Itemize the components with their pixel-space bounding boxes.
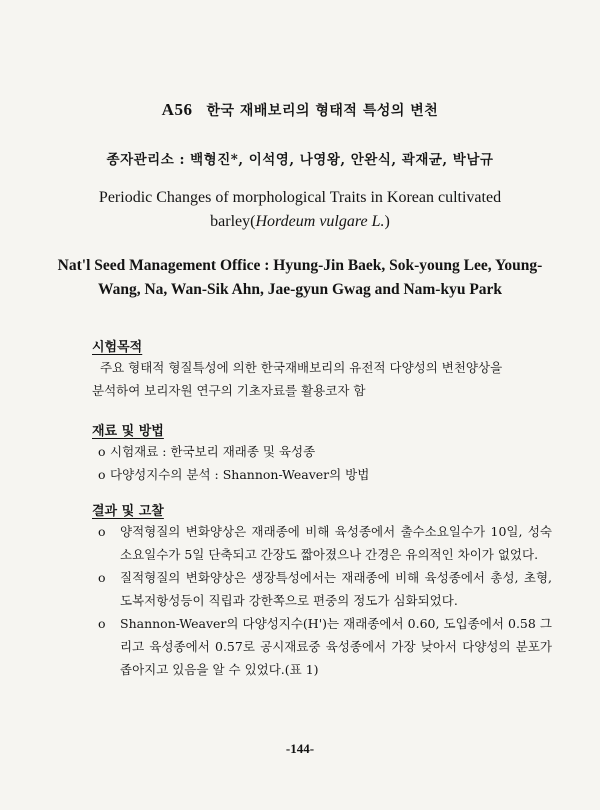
list-item <box>92 566 552 612</box>
objective-body <box>92 356 552 402</box>
korean-title-text: 한국 재배보리의 형태적 특성의 변천 <box>206 103 439 119</box>
list-item <box>92 520 552 566</box>
english-authors: Nat'l Seed Management Office : Hyung-Jin Baek, Sok-young Lee, Young-Wang, Na, Wan-Sik Ahn, Jae-gyun Gwag and Nam-kyu Park <box>57 257 543 298</box>
bullet-marker: o <box>98 467 106 482</box>
results-section <box>92 500 552 681</box>
bullet-marker: o <box>98 616 106 631</box>
objective-line2: 분석하여 보리자원 연구의 기초자료를 활용코자 함 <box>92 383 366 398</box>
results-heading: 결과 및 고찰 <box>92 504 164 519</box>
english-title-line2 <box>60 210 540 234</box>
bullet-marker: o <box>98 570 106 585</box>
korean-title <box>0 100 600 120</box>
page-number: -144- <box>285 741 315 756</box>
objective-heading: 시험목적 <box>92 340 143 355</box>
methods-list <box>92 440 552 486</box>
list-item-text: 질적형질의 변화양상은 생장특성에서는 재래종에 비해 육성종에서 총성, 초형, 도복저항성등이 직립과 강한쪽으로 편중의 정도가 심화되었다. <box>120 570 552 608</box>
list-item-text: 시험재료 : 한국보리 재래종 및 육성종 <box>110 444 316 459</box>
korean-authors: 종자관리소 : 백형진*, 이석영, 나영왕, 안완식, 곽재균, 박남규 <box>106 152 494 168</box>
methods-heading: 재료 및 방법 <box>92 424 164 439</box>
list-item-text: Shannon-Weaver의 다양성지수(H')는 재래종에서 0.60, 도입종에서 0.58 그리고 육성종에서 0.57로 공시재료중 육성종에서 가장 낮아서 다양성의 분포가 좁아지고 있음을 알 수 있었다.(표 1) <box>120 616 552 677</box>
list-item <box>92 440 552 463</box>
objective-section <box>92 336 552 402</box>
objective-line1: 주요 형태적 형질특성에 의한 한국재배보리의 유전적 다양성의 변천양상을 <box>100 360 503 375</box>
list-item <box>92 463 552 486</box>
list-item <box>92 612 552 681</box>
english-title-prefix: barley( <box>210 213 256 230</box>
results-list <box>92 520 552 681</box>
english-title-line1: Periodic Changes of morphological Traits in Korean cultivated <box>98 189 502 206</box>
bullet-marker: o <box>98 524 106 539</box>
abstract-code: A56 <box>161 100 193 119</box>
list-item-text: 양적형질의 변화양상은 재래종에 비해 육성종에서 출수소요일수가 10일, 성숙소요일수가 5일 단축되고 간장도 짧아졌으나 간경은 유의적인 차이가 없었다. <box>120 524 552 562</box>
species-name: Hordeum vulgare L. <box>255 213 385 230</box>
english-title <box>60 186 540 234</box>
methods-section <box>92 420 552 486</box>
english-title-suffix: ) <box>384 213 390 230</box>
list-item-text: 다양성지수의 분석 : Shannon-Weaver의 방법 <box>110 467 370 482</box>
bullet-marker: o <box>98 444 106 459</box>
